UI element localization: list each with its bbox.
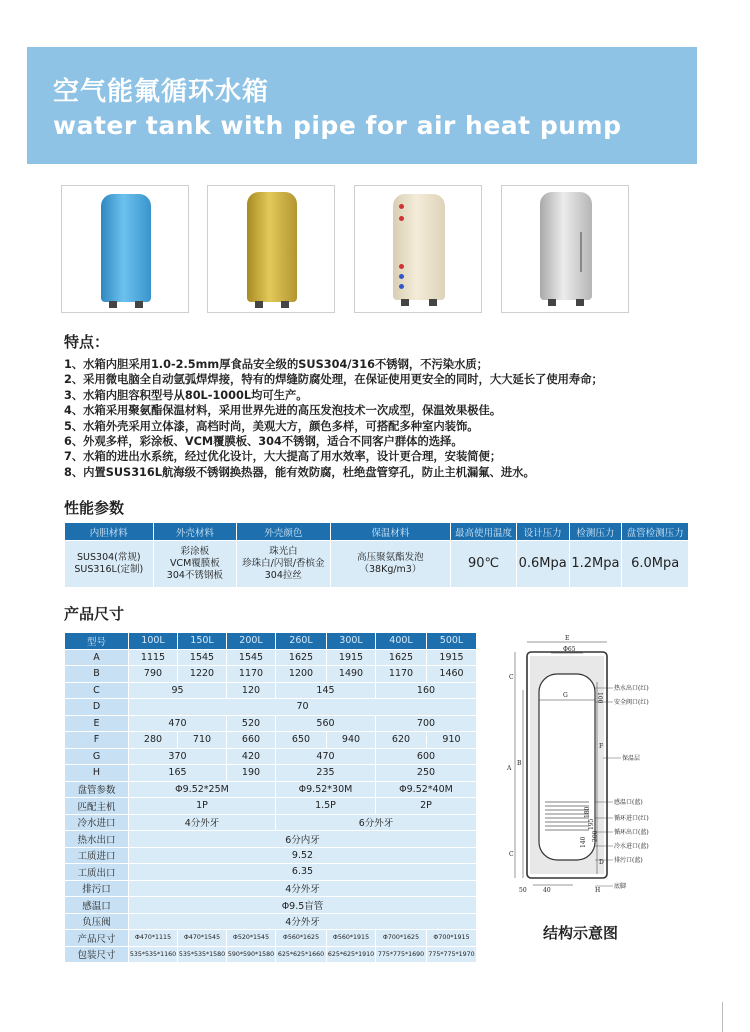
dim-40: 40 [543, 887, 551, 894]
table-row: 盘管参数 Φ9.52*25M Φ9.52*30M Φ9.52*40M [65, 781, 477, 798]
coil-pressure-cell: 6.0Mpa [622, 541, 689, 588]
test-pressure-cell: 1.2Mpa [569, 541, 622, 588]
feature-item: 7、水箱的进出水系统，经过优化设计，大大提高了用水效率，设计更合理，安装简便； [64, 450, 502, 464]
dim-G: G [563, 692, 568, 699]
diagram-caption: 结构示意图 [543, 924, 619, 942]
dim-C-bottom: C [509, 851, 514, 858]
table-row: 排污口 4分外牙 [65, 880, 477, 897]
size-heading: 产品尺寸 [64, 605, 125, 623]
silver-tank-photo [501, 185, 629, 313]
size-table [64, 632, 477, 963]
blue-tank-photo [61, 185, 189, 313]
dim-180: 180 [584, 806, 591, 818]
max-temp-cell: 90℃ [451, 541, 517, 588]
feature-item: 6、外观多样，彩涂板、VCM覆膜板、304不锈钢，适合不同客户群体的选择。 [64, 435, 463, 449]
feature-item: 1、水箱内胆采用1.0-2.5mm厚食品安全级的SUS304/316不锈钢，不污染水质； [64, 358, 488, 371]
header-cell: 外壳材料 [153, 523, 236, 541]
table-row: 工质进口 9.52 [65, 847, 477, 864]
feature-item: 5、水箱外壳采用立体漆，高档时尚，美观大方，颜色多样，可搭配多种室内装饰。 [64, 419, 479, 433]
inner-material-cell: SUS304(常规) SUS316L(定制) [65, 541, 154, 588]
dim-200: 200 [592, 830, 599, 842]
header-cell: 最高使用温度 [451, 523, 517, 541]
features-list [64, 357, 714, 480]
label-foot: 底脚 [614, 883, 627, 890]
size-header-row: 型号 100L 150L 200L 260L 300L 400L 500L [65, 633, 477, 650]
table-row: E 470 520 560 700 [65, 715, 477, 732]
dim-B: B [517, 760, 522, 767]
shell-color-cell: 珠光白 珍珠白/闪银/香槟金 304拉丝 [237, 541, 330, 588]
structure-diagram [493, 630, 663, 898]
dim-50: 50 [519, 887, 527, 894]
table-row: 冷水进口 4分外牙 6分外牙 [65, 814, 477, 831]
feature-item: 3、水箱内胆容积型号从80L-1000L均可生产。 [64, 388, 308, 402]
label-insulation: 保温层 [622, 755, 641, 762]
title-chinese: 空气能氟循环水箱 [53, 77, 270, 107]
table-row: G 370 420 470 600 [65, 748, 477, 765]
performance-table [64, 522, 689, 588]
table-row: 匹配主机 1P 1.5P 2P [65, 798, 477, 815]
performance-value-row [65, 541, 689, 588]
label-sensor: 感温口(蓝) [614, 799, 643, 806]
header-cell: 保温材料 [330, 523, 451, 541]
label-hot-out: 热水出口(红) [614, 685, 649, 692]
table-row: D 70 [65, 699, 477, 716]
dim-C: C [509, 674, 514, 681]
table-row: 热水出口 6分内牙 [65, 831, 477, 848]
shell-material-cell: 彩涂板 VCM覆膜板 304不锈钢板 [153, 541, 236, 588]
inner-tank [539, 674, 595, 860]
table-row: A 1115 1545 1545 1625 1915 1625 1915 [65, 649, 477, 666]
feature-item: 8、内置SUS316L航海级不锈钢换热器，能有效防腐，杜绝盘管穿孔，防止主机漏氟、进水。 [64, 465, 535, 479]
table-row: 感温口 Φ9.5盲管 [65, 897, 477, 914]
table-row: F 280 710 660 650 940 620 910 [65, 732, 477, 749]
header-cell: 内胆材料 [65, 523, 154, 541]
header-cell: 外壳颜色 [237, 523, 330, 541]
performance-header-row [65, 523, 689, 541]
dim-E: E [565, 635, 570, 642]
label-loop-in: 循环进口(红) [614, 815, 649, 822]
page-edge-mark [722, 1002, 723, 1032]
design-pressure-cell: 0.6Mpa [516, 541, 569, 588]
dim-140: 140 [580, 836, 587, 848]
table-row: 负压阀 4分外牙 [65, 913, 477, 930]
feature-item: 4、水箱采用聚氨酯保温材料，采用世界先进的高压发泡技术一次成型，保温效果极佳。 [64, 404, 502, 418]
header-cell: 盘管检测压力 [622, 523, 689, 541]
beige-tank-photo [354, 185, 482, 313]
performance-heading: 性能参数 [64, 499, 125, 517]
features-heading: 特点： [64, 333, 110, 351]
table-row: H 165 190 235 250 [65, 765, 477, 782]
insulation-cell: 高压聚氨酯发泡 （38Kg/m3） [330, 541, 451, 588]
table-row: C 95 120 145 160 [65, 682, 477, 699]
dim-H: H [595, 887, 601, 894]
label-loop-out: 循环出口(蓝) [614, 829, 649, 836]
dim-100: 100 [596, 692, 603, 704]
dim-phi65: Φ65 [563, 646, 576, 653]
header-cell: 检测压力 [569, 523, 622, 541]
feature-item: 2、采用微电脑全自动氩弧焊焊接，特有的焊缝防腐处理，在保证使用更安全的同时，大大延长了使用寿命； [64, 373, 603, 387]
dim-195: 195 [588, 818, 595, 830]
header-cell: 设计压力 [516, 523, 569, 541]
dim-F: F [599, 743, 604, 750]
dim-A: A [507, 765, 512, 772]
table-row: 产品尺寸 Φ470*1115 Φ470*1545 Φ520*1545 Φ560*1625 Φ560*1915 Φ700*1625 Φ700*1915 [65, 930, 477, 947]
label-safety-valve: 安全阀口(红) [614, 699, 649, 706]
table-row: B 790 1220 1170 1200 1490 1170 1460 [65, 666, 477, 683]
label-cold-in: 冷水进口(蓝) [614, 843, 649, 850]
table-row: 包装尺寸 535*535*1160 535*535*1580 590*590*1580 625*625*1660 625*625*1910 775*775*1690 775*775*1970 [65, 946, 477, 963]
gold-tank-photo [207, 185, 335, 313]
label-drain: 排污口(蓝) [614, 857, 643, 864]
title-banner [27, 47, 697, 164]
title-english: water tank with pipe for air heat pump [53, 111, 622, 140]
table-row: 工质出口 6.35 [65, 864, 477, 881]
dim-D: D [599, 859, 604, 866]
